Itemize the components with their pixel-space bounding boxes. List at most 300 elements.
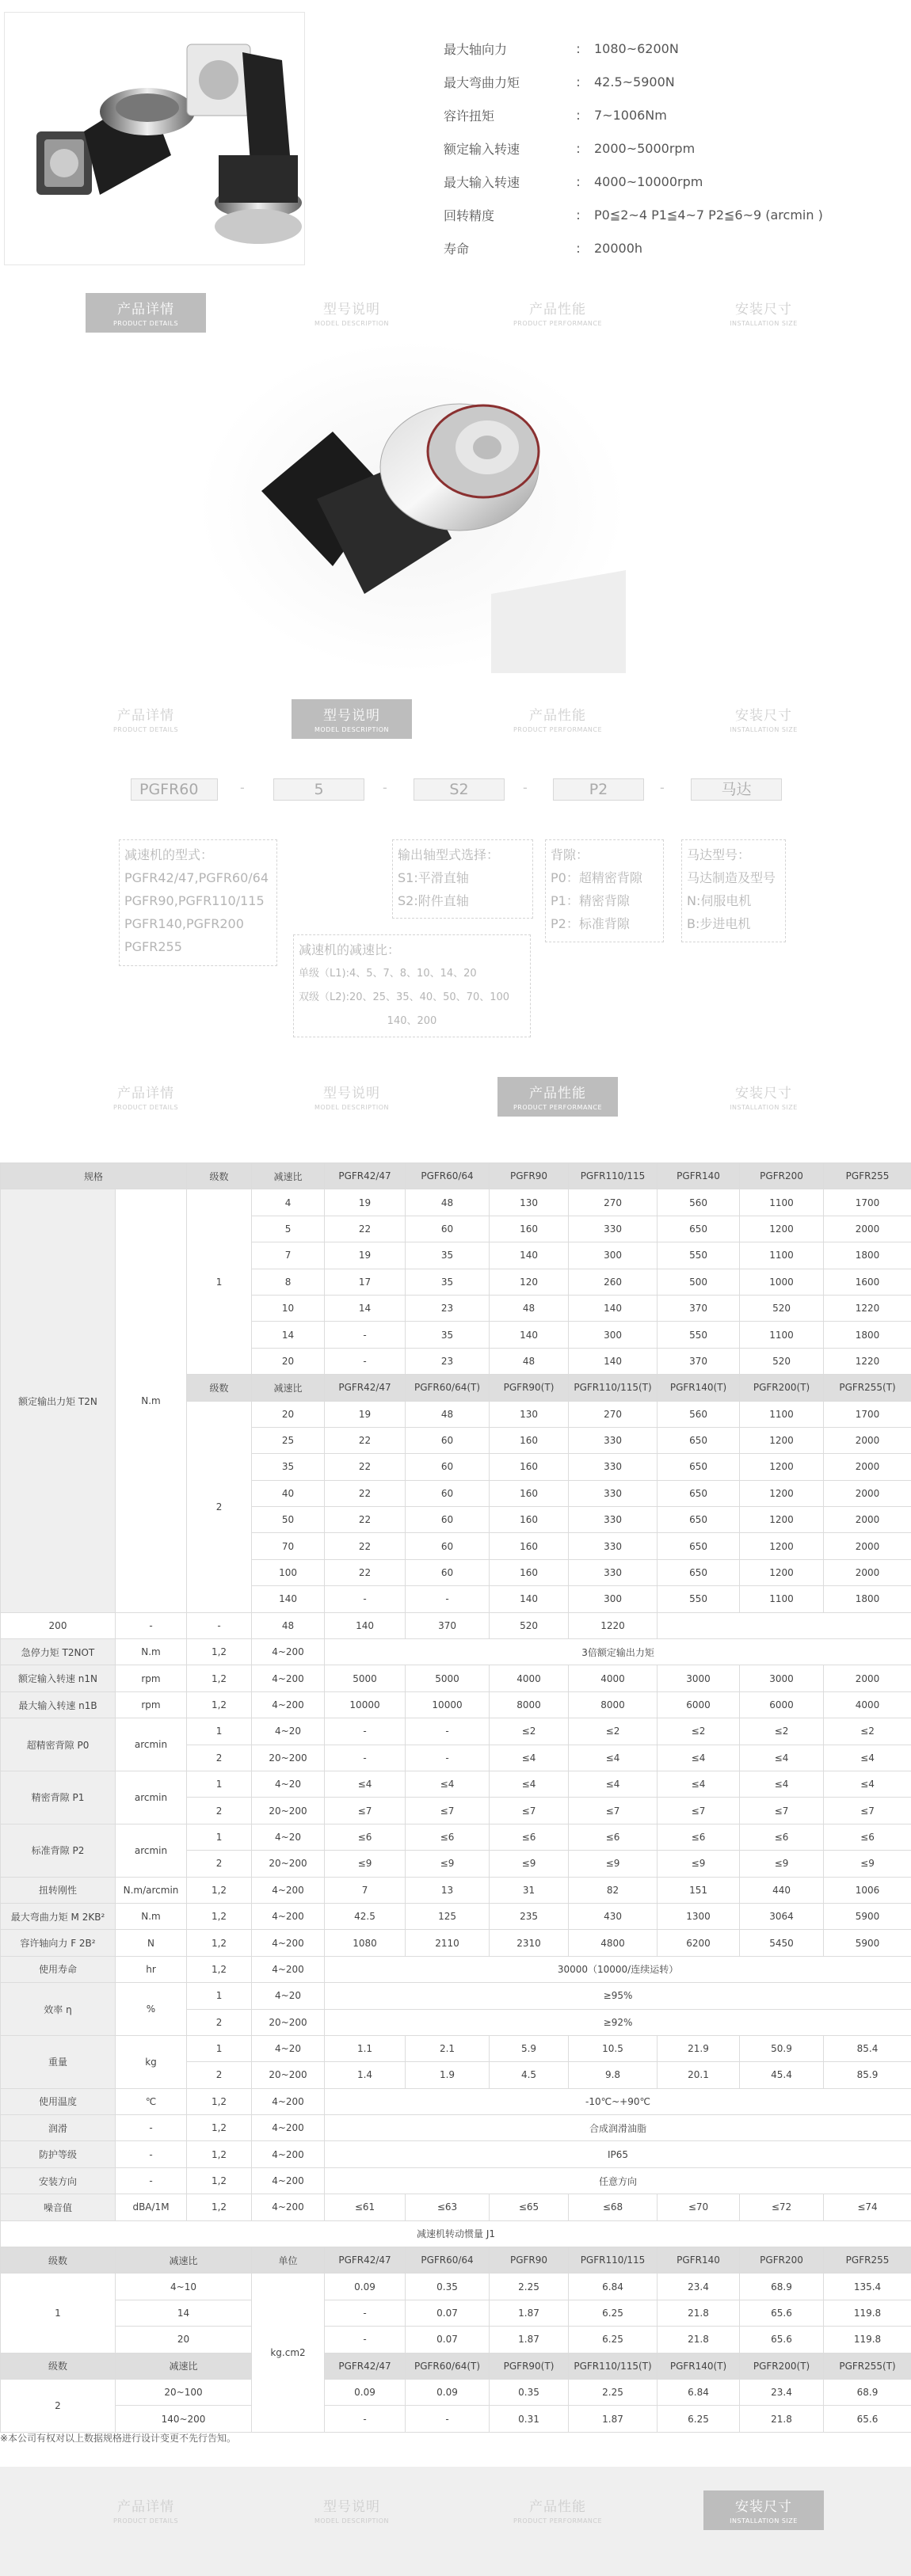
table-cell: 减速比 [116, 2247, 252, 2274]
table-cell: 级数 [187, 1375, 252, 1401]
table-cell: 1200 [740, 1507, 824, 1533]
table-cell: 85.4 [824, 2035, 911, 2061]
table-cell: 330 [569, 1559, 658, 1585]
table-cell: 任意方向 [325, 2167, 911, 2194]
table-cell: ≤68 [569, 2194, 658, 2220]
tab-model-description[interactable] [292, 699, 412, 739]
table-cell: - [325, 1718, 406, 1745]
table-cell: ≤7 [658, 1798, 740, 1824]
table-cell: 8000 [569, 1691, 658, 1718]
table-row [1, 2353, 911, 2379]
table-cell: 500 [658, 1269, 740, 1295]
table-cell: 1800 [824, 1586, 911, 1612]
table-cell: 35 [406, 1242, 490, 1269]
code-separator: - [660, 780, 665, 795]
table-cell: ≤6 [325, 1824, 406, 1850]
table-cell: 300 [569, 1242, 658, 1269]
table-cell: 0.35 [490, 2379, 569, 2405]
spec-key: 额定输入转速 [444, 141, 520, 157]
table-cell: 48 [406, 1401, 490, 1427]
table-cell: IP65 [325, 2141, 911, 2167]
table-row [1, 1718, 911, 1745]
table-cell: 1 [187, 1718, 252, 1745]
table-cell: PGFR42/47 [325, 1375, 406, 1401]
table-row [1, 2379, 911, 2405]
table-cell: ≤9 [569, 1851, 658, 1877]
table-cell: 规格 [1, 1163, 187, 1189]
tab-product-details[interactable] [86, 1077, 206, 1117]
table-cell: 使用温度 [1, 2088, 116, 2114]
table-cell: 140 [325, 1612, 406, 1638]
table-cell: PGFR42/47 [325, 1163, 406, 1189]
table-cell: 3000 [740, 1665, 824, 1691]
table-cell: 520 [490, 1612, 569, 1638]
spec-value: 2000~5000rpm [594, 140, 696, 156]
spec-row [444, 198, 823, 231]
tab-installation-size[interactable] [703, 2490, 824, 2530]
tab-product-details[interactable] [86, 2490, 206, 2530]
table-cell: ≤4 [658, 1771, 740, 1797]
table-cell: ≤4 [569, 1745, 658, 1771]
table-cell: PGFR200(T) [740, 1375, 824, 1401]
table-cell: ≤7 [406, 1798, 490, 1824]
table-cell: PGFR140(T) [658, 1375, 740, 1401]
table-cell: 20~200 [252, 1798, 325, 1824]
tab-sublabel: PRODUCT PERFORMANCE [513, 726, 603, 733]
tab-product-performance[interactable] [497, 2490, 618, 2530]
table-cell: 14 [252, 1322, 325, 1348]
table-cell: ≤4 [824, 1771, 911, 1797]
tab-product-details[interactable] [86, 293, 206, 333]
table-cell: 7 [252, 1242, 325, 1269]
table-cell: 1200 [740, 1559, 824, 1585]
table-cell: PGFR60/64 [406, 1163, 490, 1189]
table-cell: 4000 [569, 1665, 658, 1691]
tab-sublabel: PRODUCT PERFORMANCE [513, 320, 603, 327]
table-cell: 151 [658, 1877, 740, 1903]
table-cell: PGFR200 [740, 1163, 824, 1189]
table-cell: ≤70 [658, 2194, 740, 2220]
table-cell: 1 [187, 1189, 252, 1375]
table-cell: 65.6 [824, 2406, 911, 2432]
table-cell: 1300 [658, 1903, 740, 1929]
table-cell: ≤4 [658, 1745, 740, 1771]
table-cell: 2000 [824, 1454, 911, 1480]
table-cell: 65.6 [740, 2327, 824, 2353]
table-cell: PGFR255(T) [824, 1375, 911, 1401]
table-row [1, 2035, 911, 2061]
table-cell: ≤63 [406, 2194, 490, 2220]
table-cell: 31 [490, 1877, 569, 1903]
tab-installation-size[interactable] [703, 699, 824, 739]
table-cell: PGFR90(T) [490, 1375, 569, 1401]
table-cell: PGFR200(T) [740, 2353, 824, 2379]
table-cell: 1.87 [490, 2300, 569, 2326]
table-cell: 23.4 [740, 2379, 824, 2405]
table-cell: 1080 [325, 1930, 406, 1956]
table-cell: 650 [658, 1216, 740, 1242]
table-cell: - [325, 1745, 406, 1771]
table-cell: 额定输入转速 n1N [1, 1665, 116, 1691]
table-cell: 560 [658, 1401, 740, 1427]
table-cell: ≤6 [406, 1824, 490, 1850]
table-cell: 25 [252, 1427, 325, 1453]
table-cell: 8 [252, 1269, 325, 1295]
spec-value: P0≦2~4 P1≦4~7 P2≦6~9 (arcmin ) [594, 207, 823, 223]
table-cell: 21.8 [658, 2300, 740, 2326]
table-cell: 45.4 [740, 2062, 824, 2088]
tab-model-description[interactable] [292, 293, 412, 333]
table-cell: 2 [1, 2379, 116, 2432]
table-cell: 140 [490, 1586, 569, 1612]
table-cell: 125 [406, 1903, 490, 1929]
table-cell: ≤6 [824, 1824, 911, 1850]
table-cell: 1100 [740, 1242, 824, 1269]
table-cell: 4~200 [252, 1691, 325, 1718]
table-cell: 68.9 [824, 2379, 911, 2405]
table-cell: 减速比 [252, 1375, 325, 1401]
table-cell: 4~200 [252, 1956, 325, 1982]
table-cell: 60 [406, 1507, 490, 1533]
box-line: 输出轴型式选择： [398, 847, 500, 862]
table-cell: N [116, 1930, 187, 1956]
table-cell: 4~200 [252, 1665, 325, 1691]
table-cell: 2 [187, 1745, 252, 1771]
table-cell: 330 [569, 1507, 658, 1533]
table-cell: 550 [658, 1242, 740, 1269]
backlash-box [545, 839, 664, 942]
table-cell: PGFR60/64(T) [406, 2353, 490, 2379]
table-cell: 1,2 [187, 2194, 252, 2220]
table-row [1, 2247, 911, 2274]
table-cell: 3064 [740, 1903, 824, 1929]
table-cell: 14 [116, 2300, 252, 2326]
table-cell: PGFR255 [824, 1163, 911, 1189]
spec-colon: : [576, 107, 581, 123]
tab-product-performance[interactable] [497, 1077, 618, 1117]
table-cell: ≤65 [490, 2194, 569, 2220]
table-cell: 20 [252, 1348, 325, 1374]
table-cell: 30000（10000/连续运转） [325, 1956, 911, 1982]
table-cell: 20~100 [116, 2379, 252, 2405]
table-cell: 噪音值 [1, 2194, 116, 2220]
table-cell: 1700 [824, 1401, 911, 1427]
table-cell: ≤7 [569, 1798, 658, 1824]
spec-colon: : [576, 207, 581, 223]
table-cell: 160 [490, 1533, 569, 1559]
table-cell: 19 [325, 1401, 406, 1427]
tab-label: 型号说明 [323, 1086, 380, 1102]
spec-value: 20000h [594, 240, 643, 256]
table-cell: 2 [187, 1851, 252, 1877]
table-cell: 4 [252, 1189, 325, 1216]
table-row [1, 1983, 911, 2009]
table-cell: - [406, 1718, 490, 1745]
section-nav [0, 1069, 911, 1120]
table-cell: 4~20 [252, 1718, 325, 1745]
table-cell: 48 [252, 1612, 325, 1638]
box-line: S2:附件直轴 [398, 893, 469, 908]
table-cell: 370 [406, 1612, 490, 1638]
box-line: P2：标准背隙 [551, 916, 630, 931]
spec-row [444, 131, 823, 165]
spec-colon: : [576, 40, 581, 56]
table-cell: 减速机转动惯量 J1 [1, 2220, 911, 2247]
table-cell: 6000 [658, 1691, 740, 1718]
tab-sublabel: PRODUCT DETAILS [112, 1104, 179, 1111]
table-cell: 60 [406, 1480, 490, 1506]
table-cell: ≤9 [824, 1851, 911, 1877]
tab-installation-size[interactable] [703, 1077, 824, 1117]
table-cell: 标准背隙 P2 [1, 1824, 116, 1877]
section-nav [0, 285, 911, 336]
table-cell: 1220 [824, 1348, 911, 1374]
table-cell: 0.09 [325, 2379, 406, 2405]
model-code-motor: 马达 [691, 778, 782, 801]
spec-key: 最大弯曲力矩 [444, 74, 520, 90]
table-row [1, 1877, 911, 1903]
table-cell: 1 [187, 1824, 252, 1850]
table-cell: 560 [658, 1189, 740, 1216]
model-code-ratio: 5 [273, 778, 364, 801]
model-code-backlash: P2 [553, 778, 644, 801]
table-cell: 4~200 [252, 1877, 325, 1903]
table-cell: arcmin [116, 1771, 187, 1824]
table-cell: ≤9 [490, 1851, 569, 1877]
table-cell: % [116, 1983, 187, 2036]
table-cell: 1 [187, 1983, 252, 2009]
box-line: 背隙： [551, 847, 589, 862]
tab-label: 产品性能 [529, 708, 586, 724]
table-cell: 330 [569, 1480, 658, 1506]
tab-installation-size[interactable] [703, 293, 824, 333]
table-cell: 3倍额定输出力矩 [325, 1639, 911, 1665]
table-cell: 520 [740, 1295, 824, 1321]
table-cell: arcmin [116, 1824, 187, 1877]
table-cell: 4~20 [252, 1771, 325, 1797]
table-cell: 650 [658, 1559, 740, 1585]
table-cell: 0.35 [406, 2274, 490, 2300]
table-cell: 精密背隙 P1 [1, 1771, 116, 1824]
table-cell: 5900 [824, 1930, 911, 1956]
table-cell: 120 [490, 1269, 569, 1295]
table-cell: 级数 [1, 2353, 116, 2379]
table-cell: kg [116, 2035, 187, 2088]
table-cell: 160 [490, 1480, 569, 1506]
spec-key: 最大输入转速 [444, 174, 520, 190]
table-cell: 2 [187, 1798, 252, 1824]
table-cell: ≤4 [740, 1745, 824, 1771]
table-cell: hr [116, 1956, 187, 1982]
table-cell: 10 [252, 1295, 325, 1321]
table-cell: 1,2 [187, 1877, 252, 1903]
table-cell: 1,2 [187, 1639, 252, 1665]
table-cell: 65.6 [740, 2300, 824, 2326]
table-cell: PGFR200 [740, 2247, 824, 2274]
table-cell: 6200 [658, 1930, 740, 1956]
table-row [1, 1189, 911, 1216]
table-cell: rpm [116, 1665, 187, 1691]
table-cell: 防护等级 [1, 2141, 116, 2167]
table-cell: PGFR140 [658, 2247, 740, 2274]
table-cell: 21.8 [740, 2406, 824, 2432]
tab-product-performance[interactable] [497, 699, 618, 739]
table-cell: 重量 [1, 2035, 116, 2088]
table-cell: - [406, 1586, 490, 1612]
table-cell: 4~20 [252, 1824, 325, 1850]
table-cell: 级数 [187, 1163, 252, 1189]
table-cell: 2000 [824, 1216, 911, 1242]
code-separator: - [240, 780, 245, 795]
spec-list [444, 32, 823, 264]
tab-sublabel: PRODUCT PERFORMANCE [513, 2517, 603, 2525]
table-cell: 21.9 [658, 2035, 740, 2061]
tab-product-performance[interactable] [497, 293, 618, 333]
table-cell: 1800 [824, 1322, 911, 1348]
table-row [1, 2406, 911, 2432]
table-cell: 40 [252, 1480, 325, 1506]
spec-row [444, 65, 823, 98]
table-cell: 4~200 [252, 1903, 325, 1929]
performance-table [0, 1162, 911, 2433]
table-cell: 60 [406, 1533, 490, 1559]
table-cell: ≤2 [490, 1718, 569, 1745]
table-cell: ≥95% [325, 1983, 911, 2009]
table-cell: ≤7 [490, 1798, 569, 1824]
spec-key: 回转精度 [444, 207, 495, 223]
table-cell: 1200 [740, 1480, 824, 1506]
table-cell: 440 [740, 1877, 824, 1903]
table-cell: ≤4 [490, 1771, 569, 1797]
table-cell: 20.1 [658, 2062, 740, 2088]
spec-key: 最大轴向力 [444, 41, 508, 57]
box-line: 减速机的减速比： [299, 942, 401, 957]
table-cell: ≤2 [740, 1718, 824, 1745]
table-cell: - [325, 1322, 406, 1348]
table-cell: 21.8 [658, 2327, 740, 2353]
table-row [1, 1824, 911, 1850]
table-cell: 550 [658, 1322, 740, 1348]
tab-label: 产品性能 [529, 1086, 586, 1102]
section-nav [0, 2483, 911, 2533]
tab-model-description[interactable] [292, 2490, 412, 2530]
table-cell: 85.9 [824, 2062, 911, 2088]
table-cell: 1 [1, 2274, 116, 2353]
table-cell: 5450 [740, 1930, 824, 1956]
tab-sublabel: PRODUCT DETAILS [112, 2517, 179, 2525]
table-cell: 4~200 [252, 2141, 325, 2167]
table-cell: 1800 [824, 1242, 911, 1269]
table-row [1, 1612, 911, 1638]
table-cell: ≤2 [824, 1718, 911, 1745]
table-cell: PGFR60/64(T) [406, 1375, 490, 1401]
table-cell: 650 [658, 1454, 740, 1480]
table-cell: 1,2 [187, 1665, 252, 1691]
table-cell: 1.87 [569, 2406, 658, 2432]
table-row [1, 2167, 911, 2194]
table-row [1, 1956, 911, 1982]
table-cell: 330 [569, 1533, 658, 1559]
table-cell: 1,2 [187, 1903, 252, 1929]
table-cell: 7 [325, 1877, 406, 1903]
table-cell: 20~200 [252, 2062, 325, 2088]
table-cell: 2000 [824, 1427, 911, 1453]
table-cell: 级数 [1, 2247, 116, 2274]
box-line: 单级（L1):4、5、7、8、10、14、20 [299, 968, 477, 980]
tab-sublabel: MODEL DESCRIPTION [314, 320, 390, 327]
tab-sublabel: INSTALLATION SIZE [730, 320, 798, 327]
table-cell: ≤6 [740, 1824, 824, 1850]
tab-product-details[interactable] [86, 699, 206, 739]
table-cell: 160 [490, 1454, 569, 1480]
table-cell: 5000 [325, 1665, 406, 1691]
table-cell: 2000 [824, 1507, 911, 1533]
table-cell: 最大输入转速 n1B [1, 1691, 116, 1718]
table-cell: 1600 [824, 1269, 911, 1295]
table-cell: 4~20 [252, 2035, 325, 2061]
table-cell: 1,2 [187, 1930, 252, 1956]
table-cell: 19 [325, 1242, 406, 1269]
table-cell: 6.84 [658, 2379, 740, 2405]
table-cell: 1.87 [490, 2327, 569, 2353]
table-cell: 2 [187, 2009, 252, 2035]
table-cell: 1.4 [325, 2062, 406, 2088]
table-cell: ≤6 [658, 1824, 740, 1850]
table-cell: 135.4 [824, 2274, 911, 2300]
table-cell: 10.5 [569, 2035, 658, 2061]
table-cell: 48 [406, 1189, 490, 1216]
spec-value: 42.5~5900N [594, 74, 675, 89]
table-cell: PGFR42/47 [325, 2353, 406, 2379]
spec-row [444, 231, 823, 264]
table-cell: N.m [116, 1189, 187, 1612]
table-cell: - [325, 1586, 406, 1612]
table-cell: 370 [658, 1295, 740, 1321]
table-cell: PGFR42/47 [325, 2247, 406, 2274]
table-cell: 扭转刚性 [1, 1877, 116, 1903]
table-cell: 140 [490, 1322, 569, 1348]
table-cell: 3000 [658, 1665, 740, 1691]
table-cell: 650 [658, 1533, 740, 1559]
box-line: N:伺服电机 [687, 893, 752, 908]
table-cell: 1,2 [187, 1956, 252, 1982]
table-cell: PGFR255(T) [824, 2353, 911, 2379]
spec-value: 4000~10000rpm [594, 173, 703, 189]
table-cell: 140 [569, 1348, 658, 1374]
table-row [1, 1163, 911, 1189]
tab-label: 型号说明 [323, 302, 380, 318]
tab-model-description[interactable] [292, 1077, 412, 1117]
table-cell: 14 [325, 1295, 406, 1321]
table-cell: 1,2 [187, 2141, 252, 2167]
box-line: 140、200 [387, 1015, 437, 1027]
table-cell: 1000 [740, 1269, 824, 1295]
table-cell: 22 [325, 1454, 406, 1480]
table-cell: 20~200 [252, 1745, 325, 1771]
table-cell: 5.9 [490, 2035, 569, 2061]
table-cell: 22 [325, 1559, 406, 1585]
table-cell: ≤6 [569, 1824, 658, 1850]
table-cell: 19 [325, 1189, 406, 1216]
table-cell: 4~200 [252, 2167, 325, 2194]
table-cell: 1700 [824, 1189, 911, 1216]
table-cell: - [116, 2167, 187, 2194]
table-cell: 2000 [824, 1665, 911, 1691]
table-cell: 2 [187, 2062, 252, 2088]
table-cell: PGFR90(T) [490, 2353, 569, 2379]
table-cell: PGFR90 [490, 2247, 569, 2274]
tab-label: 安装尺寸 [735, 302, 792, 318]
